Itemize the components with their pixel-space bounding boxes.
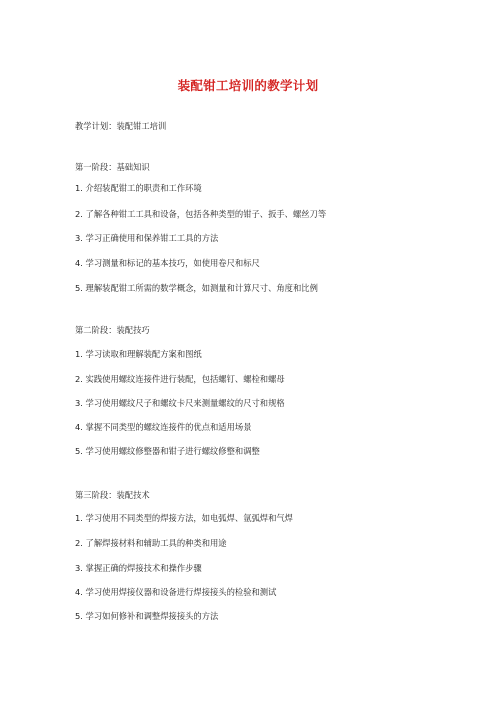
section-3-heading: 第三阶段：装配技术 [75, 490, 150, 500]
section-1-item-1: 1. 介绍装配钳工的职责和工作环境 [75, 183, 202, 193]
section-1-item-5: 5. 理解装配钳工所需的数学概念，如测量和计算尺寸、角度和比例 [75, 283, 318, 293]
section-2-item-2: 2. 实践使用螺纹连接件进行装配，包括螺钉、螺栓和螺母 [75, 374, 285, 384]
section-2-heading: 第二阶段：装配技巧 [75, 325, 150, 335]
section-2-item-5: 5. 学习使用螺纹修整器和钳子进行螺纹修整和调整 [75, 446, 260, 456]
subtitle: 教学计划：装配钳工培训 [75, 121, 167, 131]
section-1-item-2: 2. 了解各种钳工工具和设备，包括各种类型的钳子、扳手、螺丝刀等 [75, 209, 327, 219]
section-3-item-4: 4. 学习使用焊接仪器和设备进行焊接接头的检验和测试 [75, 587, 277, 597]
section-1-heading: 第一阶段：基础知识 [75, 162, 150, 172]
section-3-item-2: 2. 了解焊接材料和辅助工具的种类和用途 [75, 538, 227, 548]
section-2-item-1: 1. 学习读取和理解装配方案和图纸 [75, 349, 202, 359]
section-1-item-3: 3. 学习正确使用和保养钳工工具的方法 [75, 233, 219, 243]
section-2-item-4: 4. 掌握不同类型的螺纹连接件的优点和适用场景 [75, 422, 252, 432]
section-3-item-3: 3. 掌握正确的焊接技术和操作步骤 [75, 563, 202, 573]
section-1-item-4: 4. 学习测量和标记的基本技巧，如使用卷尺和标尺 [75, 258, 260, 268]
section-2-item-3: 3. 学习使用螺纹尺子和螺纹卡尺来测量螺纹的尺寸和规格 [75, 398, 285, 408]
section-3-item-1: 1. 学习使用不同类型的焊接方法，如电弧焊、氩弧焊和气焊 [75, 513, 293, 523]
document-title: 装配钳工培训的教学计划 [177, 78, 319, 93]
section-3-item-5: 5. 学习如何修补和调整焊接接头的方法 [75, 611, 219, 621]
